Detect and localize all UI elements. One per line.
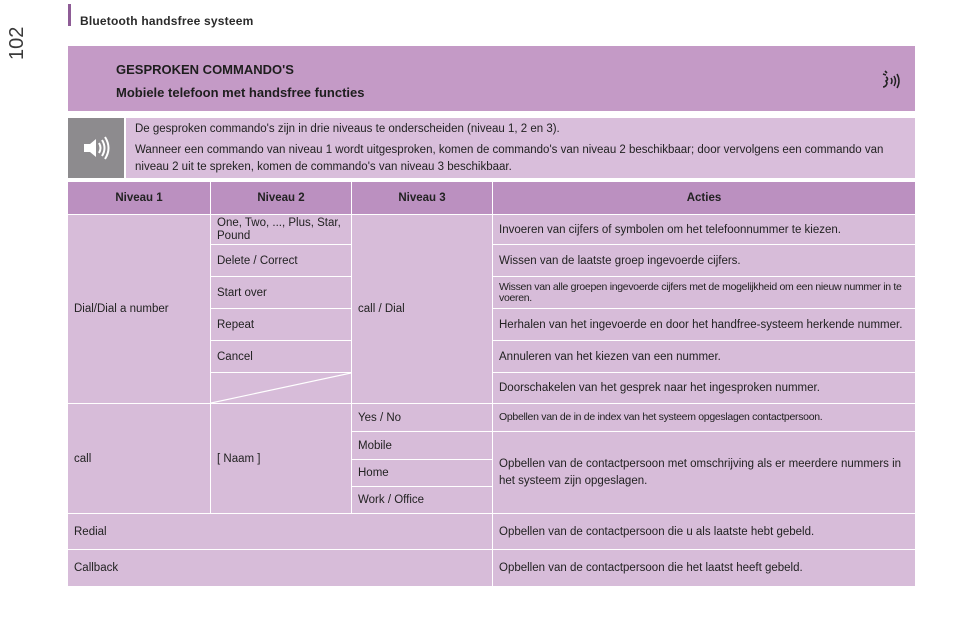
dial-level2-startover: Start over [211,277,351,308]
header-niveau-1: Niveau 1 [68,182,210,214]
callback-action: Opbellen van de contactpersoon die het laatst heeft gebeld. [493,550,915,586]
call-level3-home: Home [352,460,492,486]
dial-level3-command: call / Dial [352,215,492,403]
call-command: call [68,404,210,513]
intro-paragraph-2: Wanneer een commando van niveau 1 wordt uitgesproken, komen de commando's van niveau 2 beschikbaar; door vervolgens een commando van niveau 2 uit te spreken, komen de commando's van niveau 3 beschikbaar. [135,144,884,173]
section-marker [68,4,71,26]
dial-action-repeat: Herhalen van het ingevoerde en door het handfree-systeem herkende nummer. [493,309,915,340]
page-subtitle: Mobiele telefoon met handsfree functies [116,85,365,100]
intro-icon-box [68,118,124,178]
call-level2-name: [ Naam ] [211,404,351,513]
dial-level2-delete: Delete / Correct [211,245,351,276]
call-level3-mobile: Mobile [352,432,492,459]
voice-command-icon [878,68,902,92]
empty-cell-diagonal [211,373,351,403]
redial-action: Opbellen van de contactpersoon die u als laatste hebt gebeld. [493,514,915,549]
call-action-multi: Opbellen van de contactpersoon met omschrijving als er meerdere nummers in het systeem zijn opgeslagen. [493,432,915,513]
redial-command: Redial [68,514,492,549]
header-niveau-2: Niveau 2 [211,182,351,214]
dial-action-cancel: Annuleren van het kiezen van een nummer. [493,341,915,372]
section-title: Bluetooth handsfree systeem [80,14,254,28]
dial-level2-digits: One, Two, ..., Plus, Star, Pound [211,215,351,244]
header-banner [68,46,915,111]
call-level3-work: Work / Office [352,487,492,513]
speaker-sound-icon [68,118,124,178]
page-number: 102 [6,26,28,60]
call-level3-yesno: Yes / No [352,404,492,431]
dial-level2-repeat: Repeat [211,309,351,340]
dial-command: Dial/Dial a number [68,215,210,403]
callback-command: Callback [68,550,492,586]
dial-level2-cancel: Cancel [211,341,351,372]
dial-action-transfer: Doorschakelen van het gesprek naar het ingesproken nummer. [493,373,915,403]
header-niveau-3: Niveau 3 [352,182,492,214]
call-action-yesno: Opbellen van de in de index van het systeem opgeslagen contactpersoon. [493,404,915,431]
page-title: GESPROKEN COMMANDO'S [116,62,294,77]
header-acties: Acties [493,182,915,214]
dial-action-digits: Invoeren van cijfers of symbolen om het telefoonnummer te kiezen. [493,215,915,244]
dial-action-startover: Wissen van alle groepen ingevoerde cijfers met de mogelijkheid om een nieuw nummer in te voeren. [493,277,915,308]
dial-action-delete: Wissen van de laatste groep ingevoerde cijfers. [493,245,915,276]
intro-paragraph-1: De gesproken commando's zijn in drie niveaus te onderscheiden (niveau 1, 2 en 3). [135,123,560,135]
